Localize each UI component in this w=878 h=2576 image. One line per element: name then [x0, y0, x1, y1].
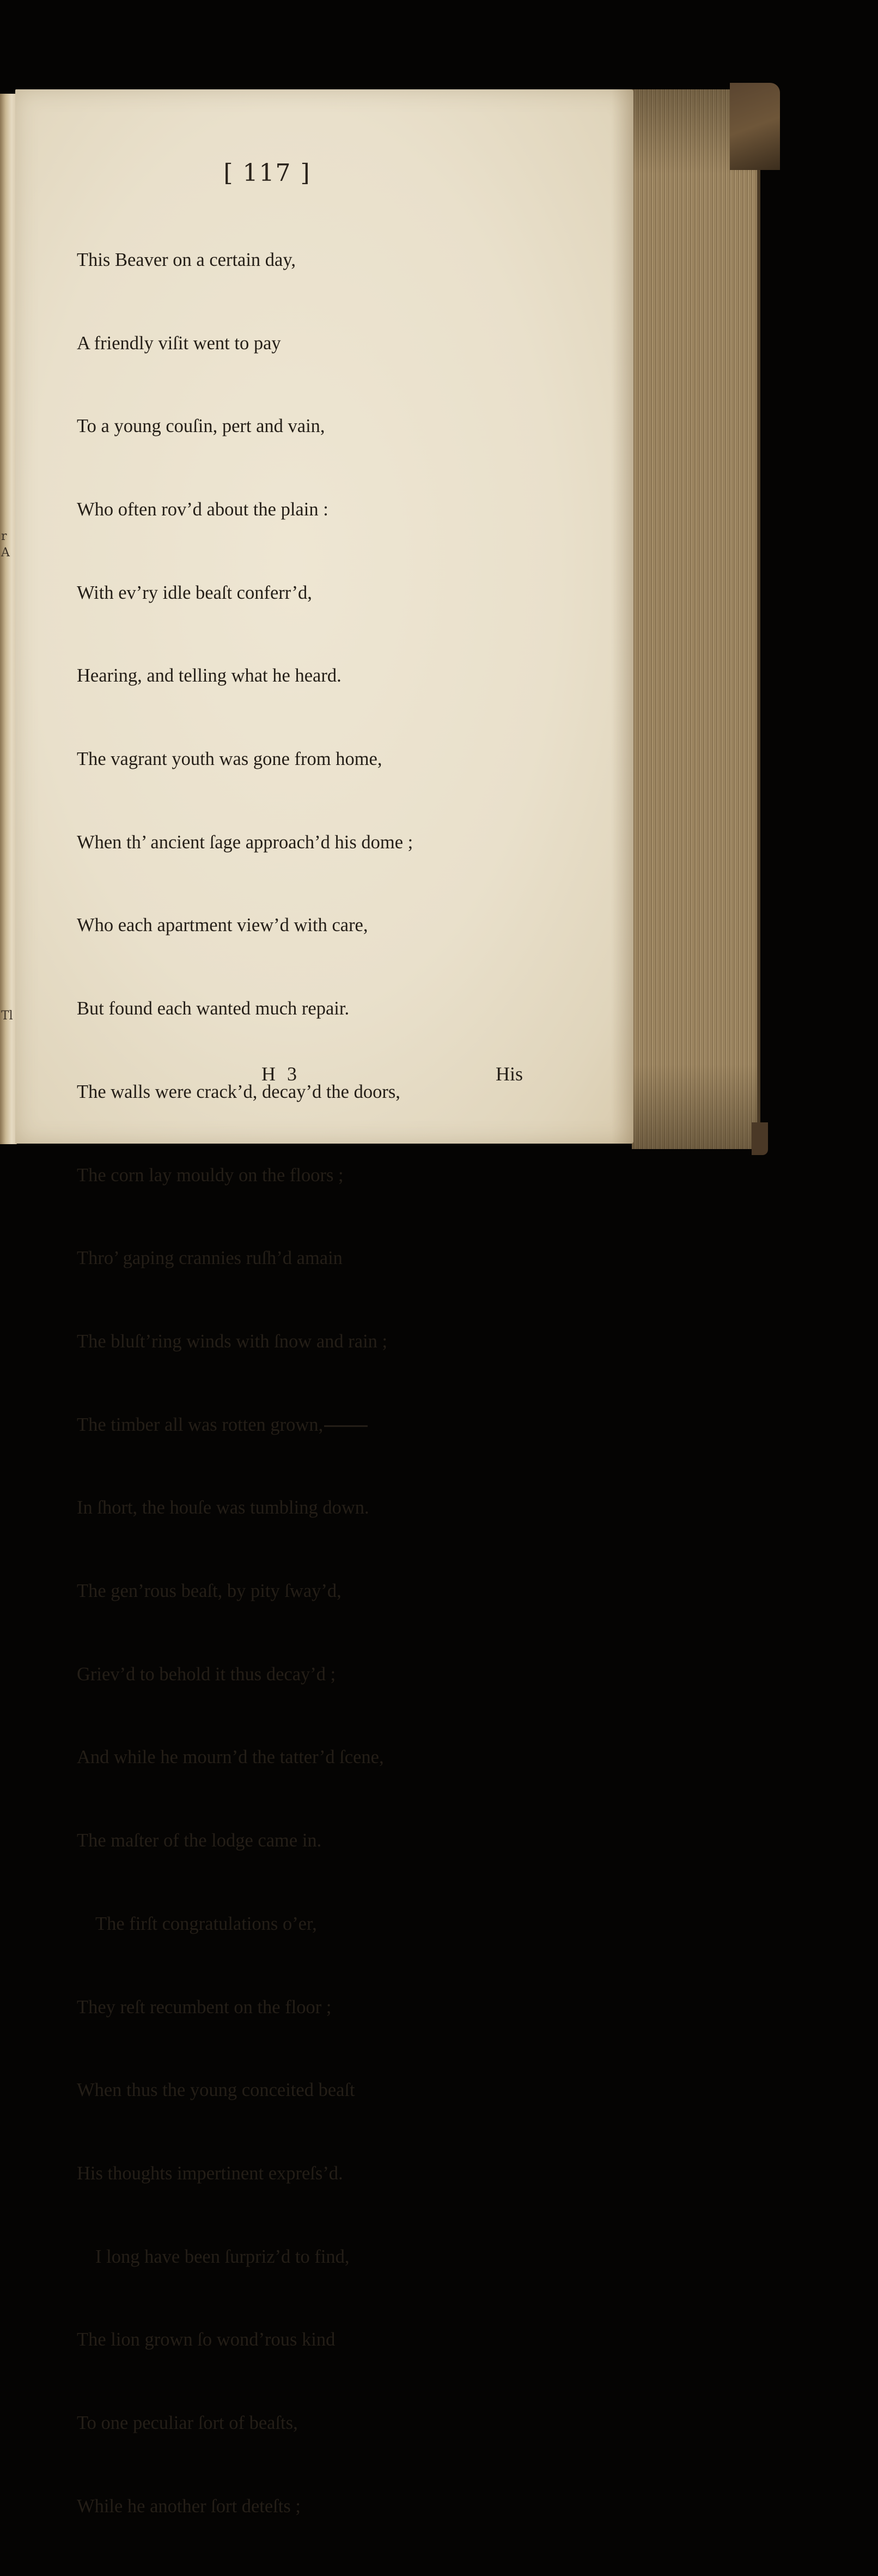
catchword: His	[496, 1063, 523, 1085]
poem-line: The corn lay mouldy on the floors ;	[77, 1164, 344, 1186]
poem-line: While he another ſort deteſts ;	[77, 2495, 301, 2517]
poem-line: I long have been ſurpriz’d to find,	[95, 2246, 350, 2267]
poem-line: This Beaver on a certain day,	[77, 249, 296, 270]
poem-line: A friendly viſit went to pay	[77, 332, 281, 354]
book-page	[15, 89, 633, 2517]
poem-line: The firſt congratulations o’er,	[95, 1913, 317, 1934]
em-dash-rule	[324, 1425, 368, 1427]
left-page-fragment: A	[1, 546, 10, 560]
binding-corner	[730, 83, 780, 170]
page-number-header: [ 117 ]	[223, 159, 311, 187]
poem-line: To a young couſin, pert and vain,	[77, 416, 325, 437]
poem-line: Thro’ gaping crannies ruſh’d amain	[77, 1248, 343, 1269]
poem-line-with-dash	[77, 1411, 491, 1439]
poem-line: Who each apartment view’d with care,	[77, 915, 368, 936]
poem-line: The lion grown ſo wond’rous kind	[77, 2329, 336, 2350]
poem-line: And while he mourn’d the tatter’d ſcene,	[77, 1747, 384, 1768]
poem-line: Griev’d to behold it thus decay’d ;	[77, 1663, 336, 1685]
poem-line: To one peculiar ſort of beaſts,	[77, 2413, 298, 2434]
left-page-fragment: Tl	[1, 1009, 13, 1023]
binding-bottom	[752, 1122, 768, 1155]
previous-page-edge	[0, 94, 17, 1144]
left-page-fragment: r	[1, 530, 7, 543]
poem-line: The gen’rous beaſt, by pity ſway’d,	[77, 1581, 342, 1602]
poem-line: The bluſt’ring winds with ſnow and rain ;	[77, 1330, 388, 1352]
poem-line: His thoughts impertinent expreſs’d.	[77, 2162, 343, 2184]
poem-line: Who often rov’d about the plain :	[77, 499, 328, 520]
poem-line: But found each wanted much repair.	[77, 998, 350, 1019]
signature-mark: H 3	[261, 1063, 300, 1085]
poem-line-text: The timber all was rotten grown,	[77, 1414, 324, 1435]
poem-line: With ev’ry idle beaſt conferr’d,	[77, 582, 312, 603]
poem-line: When thus the young conceited beaſt	[77, 2080, 355, 2101]
poem-line: Hearing, and telling what he heard.	[77, 665, 342, 686]
poem-line: When th’ ancient ſage approach’d his dome ;	[77, 831, 413, 853]
poem-line: They reſt recumbent on the floor ;	[77, 1996, 332, 2018]
poem-text	[77, 191, 491, 2576]
poem-line: The walls were crack’d, decay’d the doors,	[77, 1081, 400, 1102]
poem-line: The maſter of the lodge came in.	[77, 1830, 322, 1851]
poem-line: In ſhort, the houſe was tumbling down.	[77, 1497, 369, 1518]
page-fore-edge	[632, 89, 760, 1149]
poem-line: The vagrant youth was gone from home,	[77, 749, 382, 770]
